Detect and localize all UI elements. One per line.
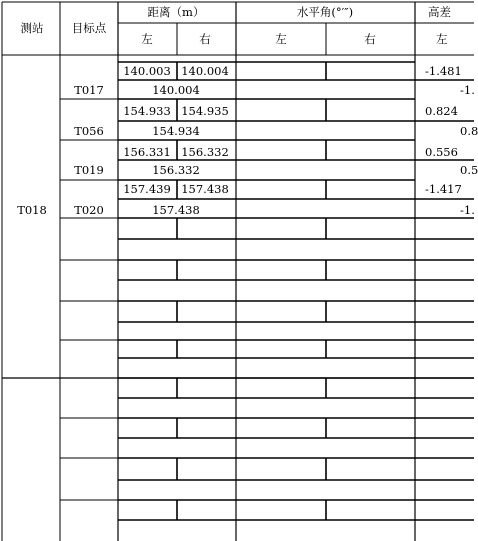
- distance-right-value: 156.332: [181, 145, 229, 159]
- header-height-diff: 高差: [428, 5, 451, 19]
- distance-right-value: 157.438: [181, 182, 229, 196]
- distance-left-value: 154.933: [123, 104, 171, 118]
- distance-left-value: 156.331: [123, 145, 171, 159]
- distance-mean-value: 157.438: [152, 203, 200, 217]
- distance-mean-value: 156.332: [152, 163, 200, 177]
- target-point: T019: [74, 163, 104, 177]
- height-mean-value: 0.5: [460, 163, 478, 177]
- target-point: T017: [74, 83, 104, 97]
- header-target: 目标点: [71, 21, 107, 35]
- header-height-left: 左: [436, 32, 448, 46]
- height-mean-value: -1.: [460, 203, 475, 217]
- distance-mean-value: 140.004: [152, 83, 200, 97]
- distance-right-value: 154.935: [181, 104, 229, 118]
- distance-mean-value: 154.934: [152, 124, 200, 138]
- distance-right-value: 140.004: [181, 64, 229, 78]
- distance-left-value: 157.439: [123, 182, 171, 196]
- target-point: T020: [74, 203, 104, 217]
- header-dist-right: 右: [199, 32, 211, 46]
- distance-left-value: 140.003: [123, 64, 171, 78]
- height-left-value: -1.481: [425, 64, 462, 78]
- header-station: 测站: [20, 21, 44, 35]
- height-left-value: -1.417: [425, 182, 462, 196]
- header-angle-left: 左: [275, 32, 287, 46]
- height-mean-value: 0.8: [460, 124, 478, 138]
- height-left-value: 0.824: [425, 104, 458, 118]
- header-dist-left: 左: [141, 32, 153, 46]
- target-point: T056: [74, 124, 104, 138]
- height-left-value: 0.556: [425, 145, 458, 159]
- header-angle-right: 右: [364, 32, 376, 46]
- height-mean-value: -1.: [460, 83, 475, 97]
- header-horizontal-angle: 水平角(°′″): [296, 5, 354, 19]
- station-id: T018: [17, 203, 47, 217]
- header-distance: 距离（m）: [147, 5, 205, 19]
